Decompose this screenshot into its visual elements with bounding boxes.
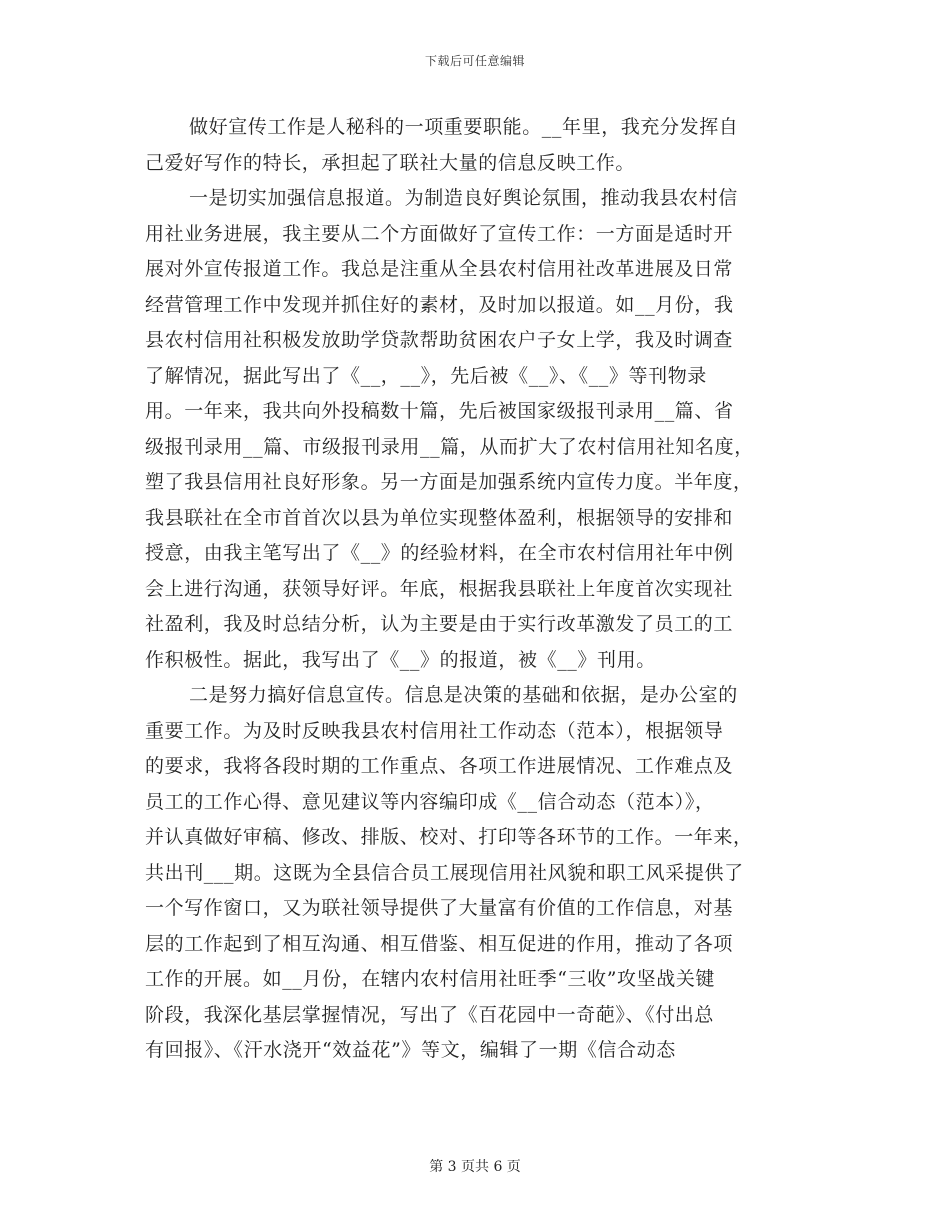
paragraph-line: 重要工作。为及时反映我县农村信用社工作动态（范本），根据领导 — [145, 719, 724, 742]
paragraph-line: 作积极性。据此，我写出了《__》的报道，被《__》刊用。 — [145, 648, 656, 671]
paragraph-line: 用社业务进展，我主要从二个方面做好了宣传工作：一方面是适时开 — [145, 222, 734, 245]
page-footer: 第 3 页共 6 页 — [429, 1159, 521, 1175]
paragraph-line: 有回报》、《汗水浇开“效益花”》等文，编辑了一期《信合动态 — [145, 1039, 676, 1061]
paragraph-line: 社盈利，我及时总结分析，认为主要是由于实行改革激发了员工的工 — [145, 613, 734, 635]
paragraph-line: 己爱好写作的特长，承担起了联社大量的信息反映工作。 — [145, 151, 636, 174]
page-header: 下载后可任意编辑 — [424, 54, 525, 68]
paragraph-line: 展对外宣传报道工作。我总是注重从全县农村信用社改革进展及日常 — [145, 258, 734, 280]
paragraph-line: 县农村信用社积极发放助学贷款帮助贫困农户子女上学，我及时调查 — [145, 329, 734, 351]
paragraph-line: 会上进行沟通，获领导好评。年底，根据我县联社上年度首次实现社 — [145, 577, 734, 600]
paragraph-line: 做好宣传工作是人秘科的一项重要职能。__年里，我充分发挥自 — [189, 116, 739, 138]
paragraph-line: 并认真做好审稿、修改、排版、校对、打印等各环节的工作。一年来， — [145, 826, 753, 848]
document-body — [145, 110, 805, 1069]
paragraph-line: 共出刊___期。这既为全县信合员工展现信用社风貌和职工风采提供了 — [145, 861, 744, 884]
paragraph-line: 经营管理工作中发现并抓住好的素材，及时加以报道。如__月份，我 — [145, 293, 734, 316]
paragraph-line: 层的工作起到了相互沟通、相互借鉴、相互促进的作用，推动了各项 — [145, 932, 734, 955]
paragraph-line: 工作的开展。如__月份，在辖内农村信用社旺季“三收”攻坚战关键 — [145, 968, 716, 990]
paragraph-line: 用。一年来，我共向外投稿数十篇，先后被国家级报刊录用__篇、省 — [145, 400, 734, 422]
paragraph-line: 二是努力搞好信息宣传。信息是决策的基础和依据，是办公室的 — [189, 684, 738, 706]
paragraph-line: 员工的工作心得、意见建议等内容编印成《__信合动态（范本）》， — [145, 790, 715, 813]
paragraph-line: 授意，由我主笔写出了《__》的经验材料，在全市农村信用社年中例 — [145, 542, 734, 564]
paragraph-line: 我县联社在全市首首次以县为单位实现整体盈利，根据领导的安排和 — [145, 506, 734, 529]
paragraph-line: 一是切实加强信息报道。为制造良好舆论氛围，推动我县农村信 — [189, 187, 738, 209]
paragraph-line: 一个写作窗口，又为联社领导提供了大量富有价值的工作信息，对基 — [145, 897, 734, 919]
paragraph-line: 了解情况，据此写出了《__，__》，先后被《__》、《__》等刊物录 — [145, 364, 707, 387]
paragraph-line: 级报刊录用__篇、市级报刊录用__篇，从而扩大了农村信用社知名度， — [145, 435, 754, 458]
paragraph-line: 的要求，我将各段时期的工作重点、各项工作进展情况、工作难点及 — [145, 755, 734, 777]
paragraph-line: 塑了我县信用社良好形象。另一方面是加强系统内宣传力度。半年度， — [145, 471, 753, 493]
paragraph-line: 阶段，我深化基层掌握情况，写出了《百花园中一奇葩》、《付出总 — [145, 1003, 715, 1026]
